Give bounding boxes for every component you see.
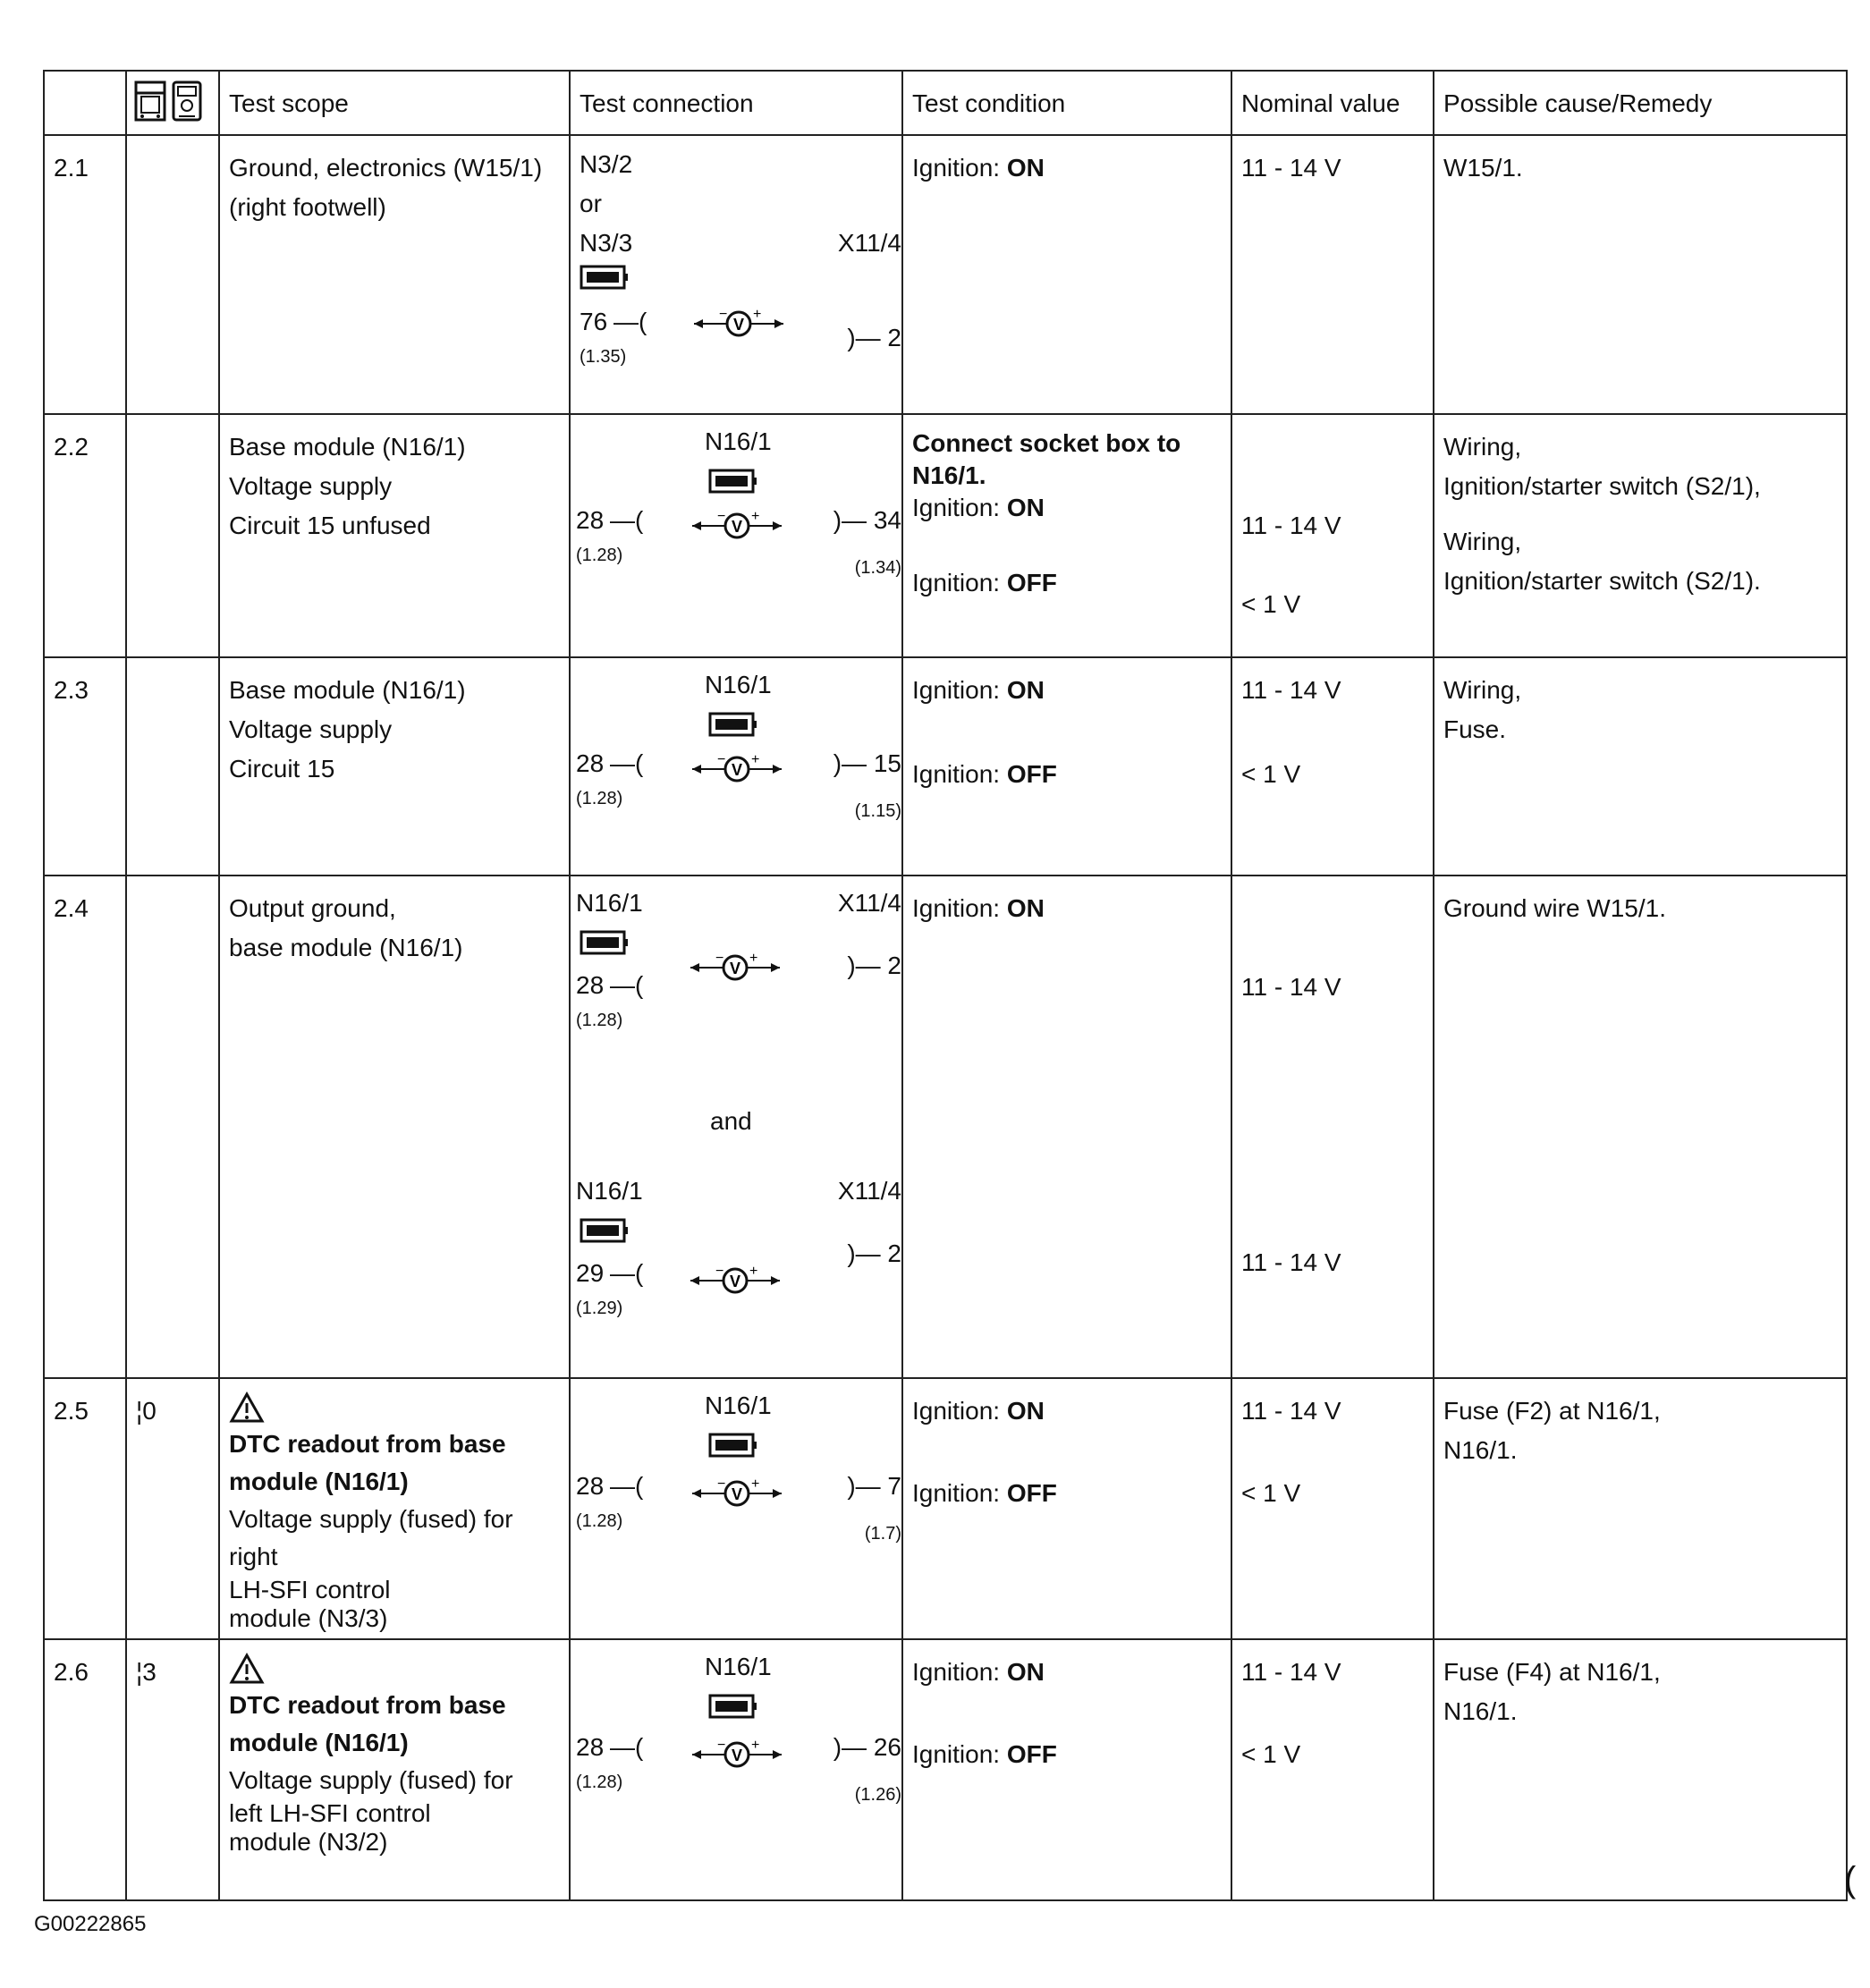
- test-condition-cell: [903, 415, 1231, 603]
- header-test-condition: Test condition: [912, 89, 1066, 117]
- connector-label: N16/1: [705, 427, 772, 455]
- socket-box-icon: [134, 80, 166, 122]
- connector-label: N16/1: [576, 1177, 643, 1205]
- header-row: [44, 71, 1847, 135]
- cause-line: Wiring,: [1443, 676, 1522, 704]
- svg-text:+: +: [749, 1265, 758, 1279]
- socket-connector-icon: [708, 710, 758, 739]
- condition-instruction: Connect socket box to N16/1.: [912, 429, 1181, 489]
- scope-line: Circuit 15: [229, 755, 335, 783]
- svg-text:+: +: [751, 1738, 760, 1753]
- pin-lead-icon: —(: [610, 971, 644, 999]
- nominal-value: 11 - 14 V: [1241, 1248, 1341, 1276]
- tool-code: ¦3: [136, 1658, 157, 1686]
- test-condition-cell: [903, 658, 1231, 794]
- table-row: [44, 876, 1847, 1378]
- table-row: [44, 135, 1847, 414]
- svg-text:−: −: [715, 952, 724, 966]
- cause-line: Fuse (F2) at N16/1,: [1443, 1397, 1661, 1425]
- pin-right: )— 34: [833, 506, 901, 534]
- condition-on: Ignition: ON: [912, 894, 1045, 922]
- pin-left-ref: (1.29): [576, 1299, 623, 1318]
- cause-line: Fuse.: [1443, 715, 1507, 743]
- test-scope-cell: [220, 415, 569, 546]
- multimeter-icon: [172, 80, 202, 122]
- svg-text:V: V: [731, 1747, 743, 1764]
- test-condition-cell: [903, 1640, 1231, 1774]
- nominal-value-cell: [1232, 136, 1433, 188]
- voltmeter-icon: [692, 308, 785, 340]
- test-table: [43, 70, 1848, 1901]
- socket-connector-icon: [708, 467, 758, 495]
- tool-code: ¦0: [136, 1397, 157, 1425]
- cause-line: Wiring,: [1443, 528, 1522, 555]
- pin-left-ref: (1.35): [580, 347, 627, 367]
- svg-text:V: V: [729, 960, 741, 977]
- pin-right: )— 15: [833, 749, 901, 777]
- cause-line: W15/1.: [1443, 154, 1523, 182]
- scope-line: Voltage supply: [229, 472, 393, 500]
- nominal-value: < 1 V: [1241, 1479, 1301, 1507]
- test-scope-cell: [220, 1640, 569, 1857]
- pin-left-ref: (1.28): [576, 789, 623, 808]
- connector-label-right: X11/4: [837, 229, 901, 257]
- connector-label: N16/1: [576, 889, 643, 917]
- svg-text:−: −: [717, 1738, 726, 1753]
- row-number: 2.1: [54, 154, 89, 182]
- pin-left-ref: (1.28): [576, 1772, 623, 1792]
- scan-edge-mark: (: [1844, 1860, 1857, 1899]
- nominal-value: < 1 V: [1241, 590, 1301, 618]
- connector-label: N3/3: [580, 229, 633, 257]
- nominal-value: 11 - 14 V: [1241, 512, 1341, 539]
- scope-title: DTC readout from base: [229, 1430, 506, 1458]
- pin-lead-icon: —(: [610, 749, 644, 777]
- scope-line: module (N3/2): [229, 1828, 388, 1856]
- possible-cause-cell: [1434, 136, 1846, 188]
- socket-connector-icon: [708, 1692, 758, 1721]
- svg-text:V: V: [731, 518, 743, 536]
- warning-icon: [229, 1392, 265, 1424]
- svg-text:+: +: [751, 753, 760, 767]
- svg-text:V: V: [729, 1273, 741, 1290]
- warning-icon: [229, 1653, 265, 1685]
- voltmeter-icon: [690, 1738, 783, 1771]
- header-possible-cause: Possible cause/Remedy: [1443, 89, 1713, 117]
- nominal-value-cell: [1232, 876, 1433, 1282]
- svg-text:V: V: [731, 761, 743, 779]
- tool-cell: [126, 414, 219, 657]
- pin-right-ref: (1.7): [864, 1524, 901, 1544]
- pin-left: 28: [576, 1472, 605, 1500]
- table-row: [44, 1639, 1847, 1900]
- cause-line: Ignition/starter switch (S2/1),: [1443, 472, 1761, 500]
- possible-cause-cell: [1434, 415, 1846, 601]
- nominal-value-cell: [1232, 658, 1433, 794]
- possible-cause-cell: [1434, 1640, 1846, 1731]
- scope-line: module (N3/3): [229, 1604, 388, 1632]
- pin-left-ref: (1.28): [576, 546, 623, 565]
- pin-right-ref: (1.34): [854, 558, 901, 578]
- socket-connector-icon: [580, 1216, 630, 1245]
- cause-line: Fuse (F4) at N16/1,: [1443, 1658, 1661, 1686]
- test-scope-cell: [220, 658, 569, 789]
- scope-line: Voltage supply (fused) for right: [229, 1505, 513, 1570]
- tool-cell: [126, 876, 219, 1378]
- svg-text:−: −: [715, 1265, 724, 1279]
- cause-line: Ground wire W15/1.: [1443, 894, 1666, 922]
- voltmeter-icon: [689, 952, 782, 984]
- pin-right: )— 2: [847, 324, 901, 351]
- test-connection-cell: [571, 876, 901, 1377]
- test-condition-cell: [903, 1379, 1231, 1513]
- connector-label-right: X11/4: [837, 1177, 901, 1205]
- connector-label: N16/1: [705, 1653, 772, 1680]
- pin-right-ref: (1.15): [854, 801, 901, 821]
- row-number: 2.4: [54, 894, 89, 922]
- condition-on: Ignition: ON: [912, 676, 1045, 704]
- connector-label-right: X11/4: [837, 889, 901, 917]
- nominal-value: < 1 V: [1241, 760, 1301, 788]
- test-connection-cell: [571, 1379, 901, 1638]
- svg-text:−: −: [717, 1477, 726, 1492]
- test-connection-cell: [571, 415, 901, 656]
- scope-title: DTC readout from base: [229, 1691, 506, 1719]
- condition-off: Ignition: OFF: [912, 1740, 1057, 1768]
- condition-on: Ignition: ON: [912, 1397, 1045, 1425]
- condition-off: Ignition: OFF: [912, 1479, 1057, 1507]
- cause-line: N16/1.: [1443, 1436, 1518, 1464]
- table-row: [44, 657, 1847, 876]
- scope-line: Base module (N16/1): [229, 433, 466, 461]
- row-number: 2.5: [54, 1397, 89, 1425]
- condition-on: Ignition: ON: [912, 494, 1045, 521]
- tool-cell: [126, 135, 219, 414]
- connector-label: N3/2: [580, 150, 633, 178]
- cause-line: Wiring,: [1443, 433, 1522, 461]
- connection-and: and: [710, 1107, 752, 1135]
- pin-left: 28: [576, 1733, 605, 1761]
- pin-left-ref: (1.28): [576, 1011, 623, 1030]
- pin-right: )— 2: [847, 952, 901, 979]
- nominal-value: < 1 V: [1241, 1740, 1301, 1768]
- pin-right: )— 2: [847, 1239, 901, 1267]
- pin-left-ref: (1.28): [576, 1511, 623, 1531]
- svg-text:V: V: [731, 1485, 743, 1503]
- scope-line: Voltage supply: [229, 715, 393, 743]
- pin-left: 28: [576, 749, 605, 777]
- pin-left: 76: [580, 308, 608, 335]
- condition-off: Ignition: OFF: [912, 569, 1057, 596]
- condition-off: Ignition: OFF: [912, 760, 1057, 788]
- cause-line: N16/1.: [1443, 1697, 1518, 1725]
- svg-text:−: −: [717, 510, 726, 524]
- table-row: [44, 1378, 1847, 1639]
- scope-line: Voltage supply (fused) for: [229, 1766, 513, 1794]
- scope-line: Ground, electronics (W15/1): [229, 154, 543, 182]
- socket-connector-icon: [580, 928, 630, 957]
- scope-line: Circuit 15 unfused: [229, 512, 431, 539]
- pin-right-ref: (1.26): [854, 1785, 901, 1805]
- test-condition-cell: [903, 876, 1231, 928]
- header-test-connection: Test connection: [580, 89, 754, 117]
- connector-label: N16/1: [705, 1392, 772, 1419]
- possible-cause-cell: [1434, 876, 1846, 928]
- nominal-value-cell: [1232, 1379, 1433, 1513]
- figure-reference: G00222865: [34, 1912, 147, 1936]
- nominal-value: 11 - 14 V: [1241, 973, 1341, 1001]
- scope-line: base module (N16/1): [229, 934, 463, 961]
- scope-line: LH-SFI control: [229, 1576, 391, 1603]
- pin-lead-icon: —(: [613, 308, 647, 335]
- test-condition-cell: [903, 136, 1231, 188]
- row-number: 2.3: [54, 676, 89, 704]
- possible-cause-cell: [1434, 658, 1846, 749]
- tool-cell: [126, 657, 219, 876]
- scope-title: module (N16/1): [229, 1729, 409, 1756]
- scope-line: Base module (N16/1): [229, 676, 466, 704]
- pin-lead-icon: —(: [610, 1472, 644, 1500]
- connector-label: N16/1: [705, 671, 772, 698]
- scope-line: left LH-SFI control: [229, 1799, 431, 1827]
- nominal-value-cell: [1232, 415, 1433, 624]
- condition-on: Ignition: ON: [912, 1658, 1045, 1686]
- cause-line: Ignition/starter switch (S2/1).: [1443, 567, 1761, 595]
- possible-cause-cell: [1434, 1379, 1846, 1470]
- pin-lead-icon: —(: [610, 506, 644, 534]
- svg-text:−: −: [719, 308, 728, 322]
- nominal-value: 11 - 14 V: [1241, 1397, 1341, 1425]
- pin-left: 29: [576, 1259, 605, 1287]
- test-scope-cell: [220, 136, 569, 227]
- row-number: 2.2: [54, 433, 89, 461]
- nominal-value: 11 - 14 V: [1241, 154, 1341, 182]
- header-tools-cell: [126, 71, 219, 135]
- scope-line: Output ground,: [229, 894, 396, 922]
- nominal-value-cell: [1232, 1640, 1433, 1774]
- svg-text:+: +: [751, 510, 760, 524]
- header-test-scope: Test scope: [229, 89, 349, 117]
- socket-connector-icon: [708, 1431, 758, 1459]
- svg-text:V: V: [732, 316, 745, 334]
- test-connection-cell: [571, 1640, 901, 1899]
- test-connection-cell: [571, 658, 901, 875]
- pin-left: 28: [576, 506, 605, 534]
- scope-line: (right footwell): [229, 193, 386, 221]
- test-scope-cell: [220, 1379, 569, 1633]
- pin-left: 28: [576, 971, 605, 999]
- svg-text:+: +: [749, 952, 758, 966]
- test-connection-cell: [571, 136, 901, 413]
- header-nominal-value: Nominal value: [1241, 89, 1400, 117]
- pin-lead-icon: —(: [610, 1733, 644, 1761]
- voltmeter-icon: [690, 753, 783, 785]
- test-scope-cell: [220, 876, 569, 968]
- voltmeter-icon: [689, 1265, 782, 1297]
- table-row: [44, 414, 1847, 657]
- nominal-value: 11 - 14 V: [1241, 676, 1341, 704]
- socket-connector-icon: [580, 263, 630, 292]
- pin-right: )— 7: [847, 1472, 901, 1500]
- voltmeter-icon: [690, 510, 783, 542]
- test-table-sheet: [43, 70, 1846, 1905]
- connector-or: or: [580, 190, 602, 217]
- nominal-value: 11 - 14 V: [1241, 1658, 1341, 1686]
- scope-title: module (N16/1): [229, 1468, 409, 1495]
- condition-on: Ignition: ON: [912, 154, 1045, 182]
- svg-text:+: +: [753, 308, 762, 322]
- row-number: 2.6: [54, 1658, 89, 1686]
- pin-right: )— 26: [833, 1733, 901, 1761]
- pin-lead-icon: —(: [610, 1259, 644, 1287]
- svg-text:+: +: [751, 1477, 760, 1492]
- svg-text:−: −: [717, 753, 726, 767]
- voltmeter-icon: [690, 1477, 783, 1510]
- header-number-cell: [44, 71, 126, 135]
